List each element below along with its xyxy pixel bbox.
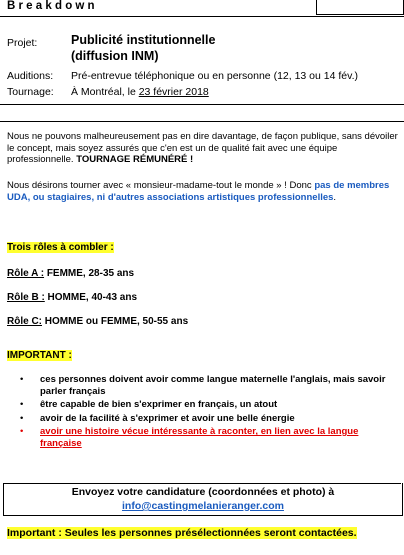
casting-note-end: .: [333, 191, 337, 203]
project-label: Projet:: [7, 37, 38, 49]
casting-note-link[interactable]: pas de membres UDA, ou stagiaires, ni d'autres associations artistiques professionnelles: [7, 180, 390, 203]
list-item-text: être capable de bien s'exprimer en français, un atout: [40, 399, 278, 410]
important-list: [20, 374, 398, 451]
role-label: Rôle A :: [7, 268, 45, 279]
tournage-value: [71, 86, 209, 98]
role-item: [7, 316, 188, 327]
tournage-date: 23 février 2018: [138, 86, 209, 98]
role-value: HOMME, 40-43 ans: [44, 292, 138, 303]
auditions-label: Auditions:: [7, 70, 54, 82]
bullet-icon: •: [20, 399, 24, 410]
intro-emphasis: TOURNAGE RÉMUNÉRÉ !: [76, 154, 194, 165]
casting-note-text: Nous désirons tourner avec « monsieur-madame-tout le monde » ! Donc: [7, 180, 315, 191]
roles-title: [7, 242, 114, 253]
bullet-icon: •: [20, 426, 24, 437]
list-item-text: ces personnes doivent avoir comme langue maternelle l'anglais, mais savoir parler français: [40, 374, 386, 397]
final-note: [7, 527, 357, 539]
divider: [0, 104, 404, 105]
project-title-line1: Publicité institutionnelle: [71, 33, 216, 47]
document-title: Breakdown: [7, 0, 98, 12]
list-item: [20, 374, 398, 397]
casting-note-paragraph: [7, 180, 404, 203]
bullet-icon: •: [20, 412, 24, 424]
contact-email-link[interactable]: info@castingmelanieranger.com: [122, 500, 284, 512]
role-item: [7, 292, 137, 303]
header-right-box: [316, 0, 404, 15]
auditions-value: Pré-entrevue téléphonique ou en personne (12, 13 ou 14 fév.): [71, 70, 359, 82]
tournage-label: Tournage:: [7, 86, 54, 98]
list-item: [20, 413, 398, 425]
project-title-line2: (diffusion INM): [71, 49, 159, 63]
role-value: FEMME, 28-35 ans: [44, 268, 135, 279]
bullet-icon: •: [20, 374, 24, 385]
contact-box: [3, 483, 403, 516]
list-item-text: avoir une histoire vécue intéressante à raconter, en lien avec la langue française: [40, 426, 359, 449]
important-title-text: IMPORTANT :: [7, 350, 72, 361]
intro-text: Nous ne pouvons malheureusement pas en dire davantage, de façon publique, sans dévoiler le concept, mais soyez assurés que c'en est un de qualité fait avec une équipe professionnelle.: [7, 131, 398, 165]
tournage-prefix: À Montréal, le: [71, 86, 139, 98]
role-item: [7, 268, 134, 279]
project-title: [71, 32, 215, 64]
list-item: [20, 426, 398, 449]
roles-title-text: Trois rôles à combler :: [7, 242, 114, 253]
intro-paragraph: [7, 131, 403, 166]
contact-instruction: Envoyez votre candidature (coordonnées et photo) à: [71, 486, 335, 498]
list-item: [20, 399, 398, 411]
role-value: HOMME ou FEMME, 50-55 ans: [42, 316, 189, 327]
divider: [0, 121, 404, 122]
list-item-text: avoir de la facilité à s'exprimer et avoir une belle énergie: [40, 412, 295, 424]
final-note-text: Important : Seules les personnes présélectionnées seront contactées.: [7, 527, 357, 539]
role-label: Rôle C:: [7, 316, 42, 327]
role-label: Rôle B :: [7, 292, 45, 303]
important-title: [7, 350, 72, 361]
